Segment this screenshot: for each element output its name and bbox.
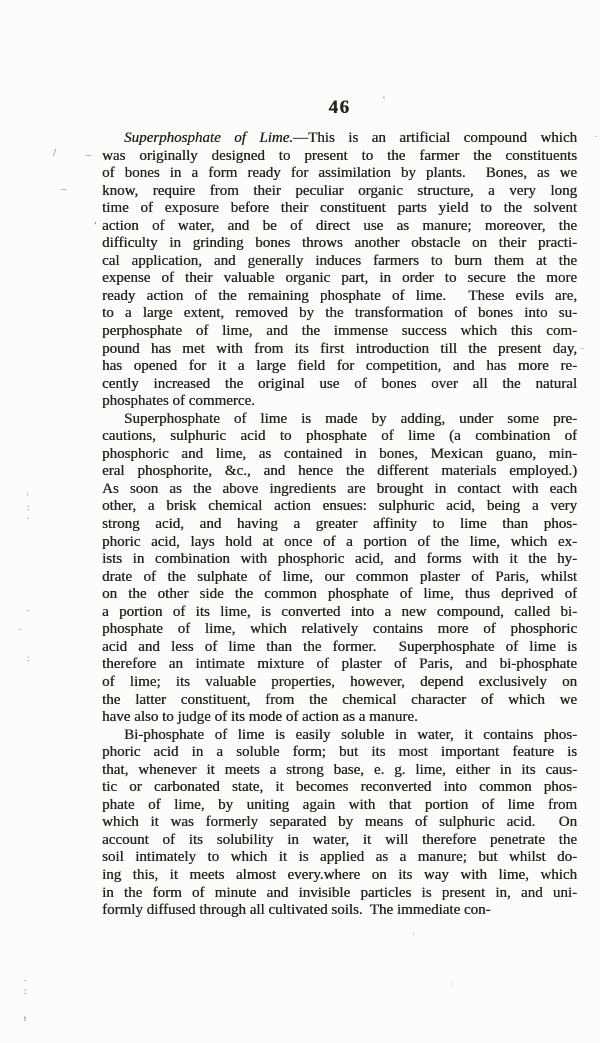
paragraph [102,411,577,727]
text-line: drate of the sulphate of lime, our common plaster of Paris, whilst [102,568,577,585]
scan-artifact: . [24,973,27,983]
scan-artifact: ' [27,492,29,502]
text-line: phosphate of lime, which relatively contains more of phosphoric [102,621,577,638]
text-line: tic or carbonated state, it becomes reconverted into common phos- [102,779,577,796]
text-line: Superphosphate of lime is made by adding, under some pre- [124,410,577,427]
text-line: strong acid, and having a greater affinity to lime than phos- [102,516,577,533]
scan-artifact: / [53,145,57,159]
text-line: that, whenever it meets a strong base, e. g. lime, either in its caus- [102,761,577,778]
scan-artifact: · [412,930,415,939]
text-line: of lime; its valuable properties, however, depend exclusively on [102,673,577,690]
text-line: acid and less of lime than the former. Superphosphate of lime is [102,638,577,655]
text-line: a portion of its lime, is converted into a new compound, called bi- [102,603,577,620]
text-line: in the form of minute and invisible particles is present in, and uni- [102,884,577,901]
text-line: phosphates of commerce. [102,393,255,410]
text-line: Superphosphate of Lime.—This is an artificial compound which [124,130,577,146]
text-line: ing this, it meets almost every.where on its way with lime, which [102,866,577,883]
paragraph [102,727,577,920]
scan-artifact: . [27,603,30,613]
scan-artifact: , [94,215,97,226]
scan-artifact: . [27,511,30,521]
paragraph [102,130,577,411]
text-line: Bi-phosphate of lime is easily soluble in water, it contains phos- [124,726,577,743]
text-line: has opened for it a large field for competition, and has more re- [102,358,577,375]
text-line: phoric acid in a soluble form; but its most important feature is [102,744,577,761]
text-block [102,130,577,920]
text-line: other, a brisk chemical action ensues: sulphuric acid, being a very [102,498,577,515]
text-line: pound has met with from its first introduction till the present day, [102,340,577,357]
text-line: the latter constituent, from the chemical character of which we [102,691,577,708]
text-line: formly diffused through all cultivated soils. The immediate con- [102,902,491,919]
text-line: ready action of the remaining phosphate of lime. These evils are, [102,287,577,304]
text-line: expense of their valuable organic part, in order to secure the more [102,270,577,287]
text-line: know, require from their peculiar organic structure, a very long [102,182,577,199]
italic-lead: Superphosphate of Lime. [124,130,294,146]
scan-artifact: – [86,149,92,161]
text-line: of bones in a form ready for assimilation by plants. Bones, as we [102,165,577,182]
text-line: soil intimately to which it is applied as a manure; but whilst do- [102,849,577,866]
scan-artifact: . [19,622,22,632]
text-line: ists in combination with phosphoric acid, and forms with it the hy- [102,551,577,568]
scan-artifact: : [27,502,30,512]
text-line: time of exposure before their constituent parts yield to the solvent [102,200,577,217]
scan-artifact: .. [580,342,584,351]
scan-artifact: ▪ [383,96,385,101]
text-line: cal application, and generally induces farmers to burn them at the [102,252,577,269]
text-line: phosphoric and lime, as contained in bones, Mexican guano, min- [102,445,577,462]
text-line: to a large extent, removed by the transformation of bones into su- [102,305,577,322]
text-line: action of water, and be of direct use as manure; moreover, the [102,217,577,234]
scan-artifact: : [24,986,27,996]
scan-artifact: · [450,980,453,989]
page-number: 46 [328,97,351,118]
scan-artifact: t [24,1014,27,1023]
scan-artifact: . [595,130,597,139]
text-line: eral phosphorite, &c., and hence the different materials employed.) [102,463,577,480]
text-line: perphosphate of lime, and the immense success which this com- [102,323,577,340]
text-line: As soon as the above ingredients are brought in contact with each [102,480,577,497]
text-line: have also to judge of its mode of action as a manure. [102,709,418,726]
text-line: phate of lime, by uniting again with that portion of lime from [102,796,577,813]
text-line: therefore an intimate mixture of plaster of Paris, and bi-phosphate [102,656,577,673]
text-line: difficulty in grinding bones throws another obstacle on their practi- [102,235,577,252]
text-line: phoric acid, lays hold at once of a portion of the lime, which ex- [102,533,577,550]
scan-artifact: : [27,653,30,663]
text-line: was originally designed to present to the farmer the constituents [102,147,577,164]
text-line: cautions, sulphuric acid to phosphate of lime (a combination of [102,428,577,445]
text-line: which it was formerly separated by means of sulphuric acid. On [102,814,577,831]
scan-artifact: – [61,183,67,195]
text-line: cently increased the original use of bones over all the natural [102,375,577,392]
text-line: account of its solubility in water, it will therefore penetrate the [102,831,577,848]
text-line: on the other side the common phosphate of lime, thus deprived of [102,586,577,603]
